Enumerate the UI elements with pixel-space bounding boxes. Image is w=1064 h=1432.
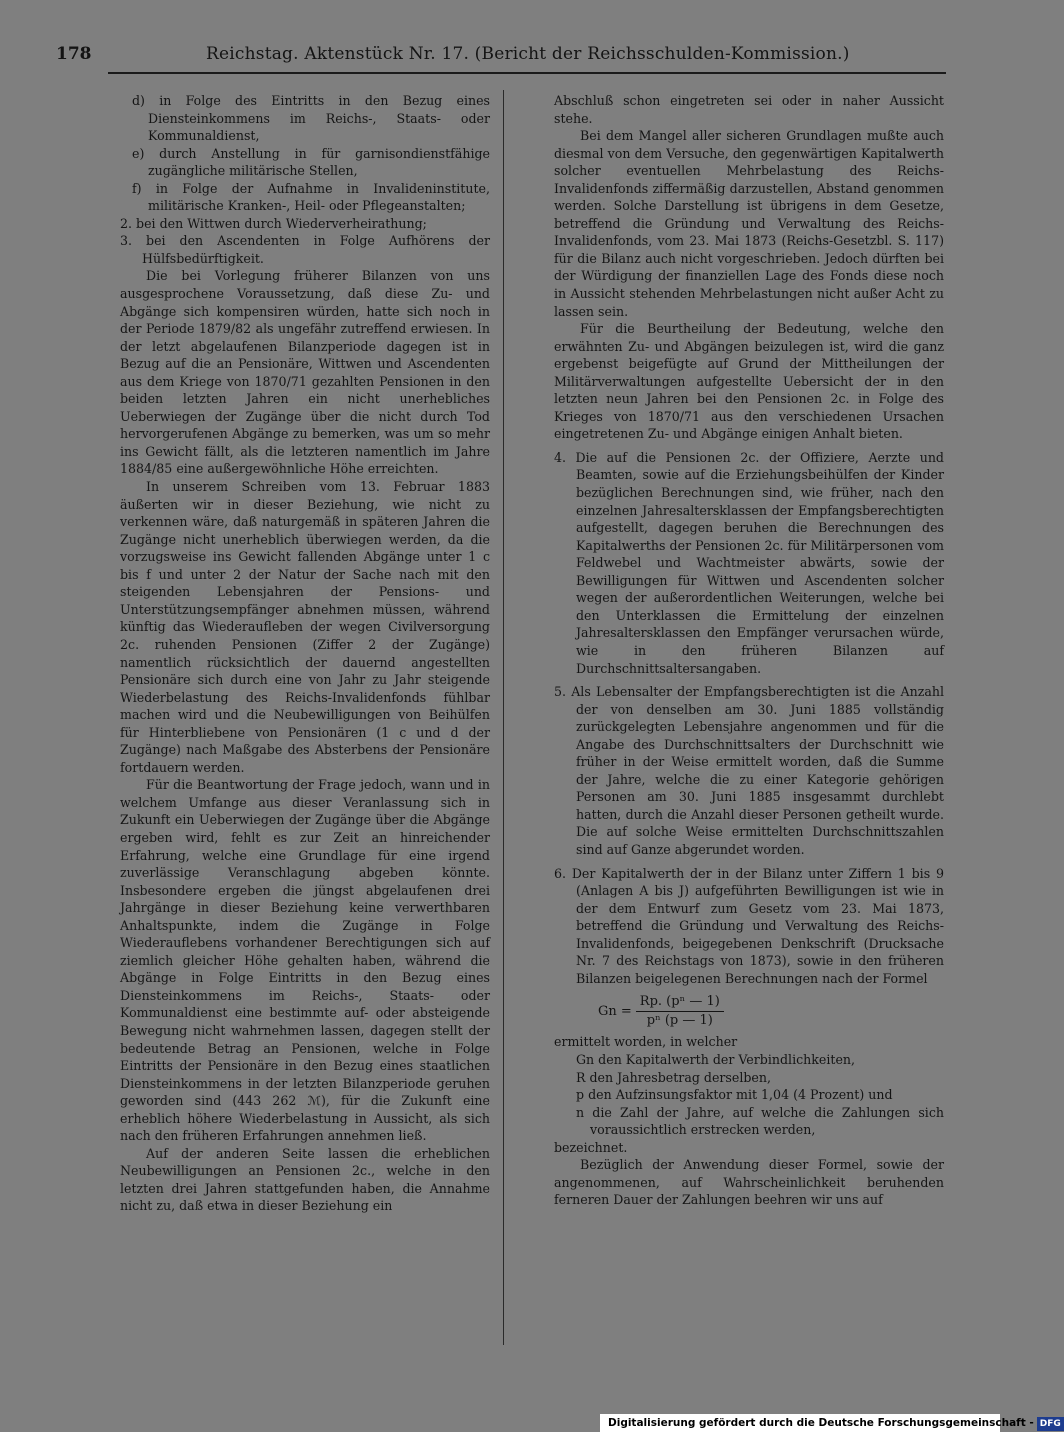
formula-intro: ermittelt worden, in welcher xyxy=(554,1034,738,1050)
paragraph: Bezüglich der Anwendung dieser Formel, sowie der angenommenen, auf Wahrscheinlichkeit beruhenden ferneren Dauer der Zahlungen beehren wir uns auf xyxy=(554,1157,944,1208)
paragraph: Bei dem Mangel aller sicheren Grundlagen mußte auch diesmal von dem Versuche, den gegenwärtigen Kapitalwerth solcher eventuellen Mehrbelastung des Reichs-Invalidenfonds ziffermäßig darzustellen, Abstand genommen werden. Solche Darstellung ist übrigens in dem Gesetze, betreffend die Gründung und Verwaltung des Reichs-Invalidenfonds, vom 23. Mai 1873 (Reichs-Gesetzbl. S. 117) für die Bilanz auch nicht vorgeschrieben. Jedoch dürften bei der Würdigung der finanziellen Lage des Fonds diese noch in Aussicht stehenden Mehrbelastungen nicht außer Acht zu lassen sein. xyxy=(554,128,944,319)
left-column xyxy=(120,92,490,1215)
header-rule xyxy=(108,72,946,74)
paragraph: 6. Der Kapitalwerth der in der Bilanz unter Ziffern 1 bis 9 (Anlagen A bis J) aufgeführten Bewilligungen ist wie in der dem Entwurf zum Gesetz vom 23. Mai 1873, betreffend die Gründung und Verwaltung des Reichs-Invalidenfonds, beigegebenen Denkschrift (Drucksache Nr. 7 des Reichstags von 1873), sowie in den früheren Bilanzen beigelegenen Berechnungen nach der Formel xyxy=(554,865,944,986)
paragraph: 4. Die auf die Pensionen 2c. der Offiziere, Aerzte und Beamten, sowie auf die Erziehungsbeihülfen der Kinder bezüglichen Berechnungen sind, wie früher, nach den einzelnen Jahresaltersklassen der Empfangsberechtigten aufgestellt, dagegen beruhen die Berechnungen des Kapitalwerths der Pensionen 2c. für Militärpersonen vom Feldwebel und Wachtmeister abwärts, sowie der Bewilligungen für Wittwen und Ascendenten solcher wegen der außerordentlichen Weiterungen, welche bei den Unterklassen die Ermittelung der einzelnen Jahresaltersklassen den Empfänger verursachen würde, wie in den früheren Bilanzen auf Durchschnittsaltersangaben. xyxy=(554,449,944,676)
paragraph: Auf der anderen Seite lassen die erheblichen Neubewilligungen an Pensionen 2c., welche in den letzten drei Jahren stattgefunden haben, die Annahme nicht zu, daß etwa in dieser Beziehung ein xyxy=(120,1145,490,1214)
formula-definition: Gn den Kapitalwerth der Verbindlichkeiten, xyxy=(576,1051,856,1067)
paragraph: 2. bei den Wittwen durch Wiederverheirathung; xyxy=(120,215,427,231)
formula-definitions xyxy=(554,1051,944,1139)
paragraph: 5. Als Lebensalter der Empfangsberechtigten ist die Anzahl der von denselben am 30. Juni 1885 vollständig zurückgelegten Lebensjahre angenommen und für die Angabe des Durchschnittsalters der Durchschnitt wie früher in der Weise ermittelt worden, daß die Summe der Jahre, welche die zu einer Kategorie gehörigen Personen am 30. Juni 1885 insgesammt durchlebt hatten, durch die Anzahl dieser Personen getheilt wurde. Die auf solche Weise ermittelten Durchschnittszahlen sind auf Ganze abgerundet worden. xyxy=(554,684,944,857)
paragraph: d) in Folge des Eintritts in den Bezug eines Diensteinkommens im Reichs-, Staats- oder Kommunaldienst, xyxy=(132,93,490,144)
paragraph: Für die Beurtheilung der Bedeutung, welche den erwähnten Zu- und Abgängen beizulegen ist, wird die ganz ergebenst beigefügte auf Grund der Mittheilungen der Militärverwaltungen aufgestellte Uebersicht der in den letzten neun Jahren bei den Pensionen 2c. in Folge des Krieges von 1870/71 aus den verschiedenen Ursachen eingetretenen Zu- und Abgänge einigen Anhalt bieten. xyxy=(554,321,944,442)
right-column-paragraphs xyxy=(554,92,944,987)
paragraph: 3. bei den Ascendenten in Folge Aufhörens der Hülfsbedürftigkeit. xyxy=(120,233,490,266)
paragraph: Abschluß schon eingetreten sei oder in naher Aussicht stehe. xyxy=(554,93,944,126)
paragraph: Für die Beantwortung der Frage jedoch, wann und in welchem Umfange aus dieser Veranlassung sich in Zukunft ein Ueberwiegen der Zugänge über die Abgänge ergeben wird, fehlt es zur Zeit an hinreichender Erfahrung, welche eine Grundlage für eine irgend zuverlässige Veranschlagung abgeben könnte. Insbesondere ergeben die jüngst abgelaufenen drei Jahrgänge in dieser Beziehung keine verwerthbaren Anhaltspunkte, indem die Zugänge in Folge Wiederauflebens vorhandener Berechtigungen sich auf ziemlich gleicher Höhe gehalten haben, während die Abgänge in Folge Eintritts in den Bezug eines Diensteinkommens im Reichs-, Staats- oder Kommunaldienst eine bestimmte auf- oder absteigende Bewegung nicht wahrnehmen lassen, dagegen stellt der bedeutende Betrag an Pensionen, welche in Folge Eintritts der Pensionäre in den Bezug eines staatlichen Diensteinkommens in der letzten Bilanzperiode geruhen geworden sind (443 262 ℳ), für die Zukunft eine erheblich höhere Wiederbelastung in Aussicht, als sich nach den früheren Erfahrungen annehmen ließ. xyxy=(120,777,490,1144)
dfg-logo: DFG xyxy=(1037,1417,1064,1431)
formula-definition: p den Aufzinsungsfaktor mit 1,04 (4 Prozent) und xyxy=(576,1087,893,1103)
capital-value-formula xyxy=(598,993,944,1029)
footer-text: Digitalisierung gefördert durch die Deutsche Forschungsgemeinschaft - xyxy=(608,1417,1034,1429)
formula-definition: R den Jahresbetrag derselben, xyxy=(576,1069,771,1085)
right-column-end xyxy=(554,1139,944,1209)
running-title: Reichstag. Aktenstück Nr. 17. (Bericht der Reichsschulden-Kommission.) xyxy=(206,44,850,64)
page-number: 178 xyxy=(56,44,92,64)
formula-numerator: Rp. (pⁿ — 1) xyxy=(636,993,724,1012)
paragraph: f) in Folge der Aufnahme in Invalideninstitute, militärische Kranken-, Heil- oder Pflegeanstalten; xyxy=(132,180,490,214)
digitization-footer xyxy=(600,1414,1061,1432)
column-divider xyxy=(503,90,504,1345)
right-column xyxy=(554,92,944,1209)
page-header xyxy=(56,44,946,70)
paragraph: Die bei Vorlegung früherer Bilanzen von uns ausgesprochene Voraussetzung, daß diese Zu- und Abgänge sich kompensiren würden, hatte sich noch in der Periode 1879/82 als ungefähr zutreffend erwiesen. In der letzt abgelaufenen Bilanzperiode dagegen ist in Bezug auf die an Pensionäre, Wittwen und Ascendenten aus dem Kriege von 1870/71 gezahlten Pensionen in den beiden letzten Jahren ein nicht unerhebliches Ueberwiegen der Zugänge über die nicht durch Tod hervorgerufenen Abgänge zu bemerken, was um so mehr ins Gewicht fällt, als die letzteren namentlich im Jahre 1884/85 eine außergewöhnliche Höhe erreichten. xyxy=(120,268,490,477)
paragraph: In unserem Schreiben vom 13. Februar 1883 äußerten wir in dieser Beziehung, wie nicht zu verkennen wäre, daß naturgemäß in späteren Jahren die Zugänge nicht unerheblich überwiegen werden, da die vorzugsweise ins Gewicht fallenden Abgänge unter 1 c bis f und unter 2 der Natur der Sache nach mit den steigenden Lebensjahren der Pensions- und Unterstützungsempfänger abnehmen müssen, während künftig das Wiederaufleben der wegen Civilversorgung 2c. ruhenden Pensionen (Ziffer 2 der Zugänge) namentlich rücksichtlich der dauernd angestellten Pensionäre sich durch eine von Jahr zu Jahr steigende Wiederbelastung des Reichs-Invalidenfonds fühlbar machen wird und die Neubewilligungen von Beihülfen für Hinterbliebene von Pensionären (1 c und d der Zugänge) nach Maßgabe des Absterbens der Pensionäre fortdauern werden. xyxy=(120,479,490,775)
formula-denominator: pⁿ (p — 1) xyxy=(646,1012,713,1028)
formula-lhs: Gn = xyxy=(598,1003,632,1019)
formula-fraction xyxy=(636,993,724,1029)
paragraph: e) durch Anstellung in für garnisondienstfähige zugängliche militärische Stellen, xyxy=(132,145,490,179)
formula-definition: n die Zahl der Jahre, auf welche die Zahlungen sich voraussichtlich erstrecken werden, xyxy=(576,1104,944,1138)
paragraph: bezeichnet. xyxy=(554,1139,628,1155)
